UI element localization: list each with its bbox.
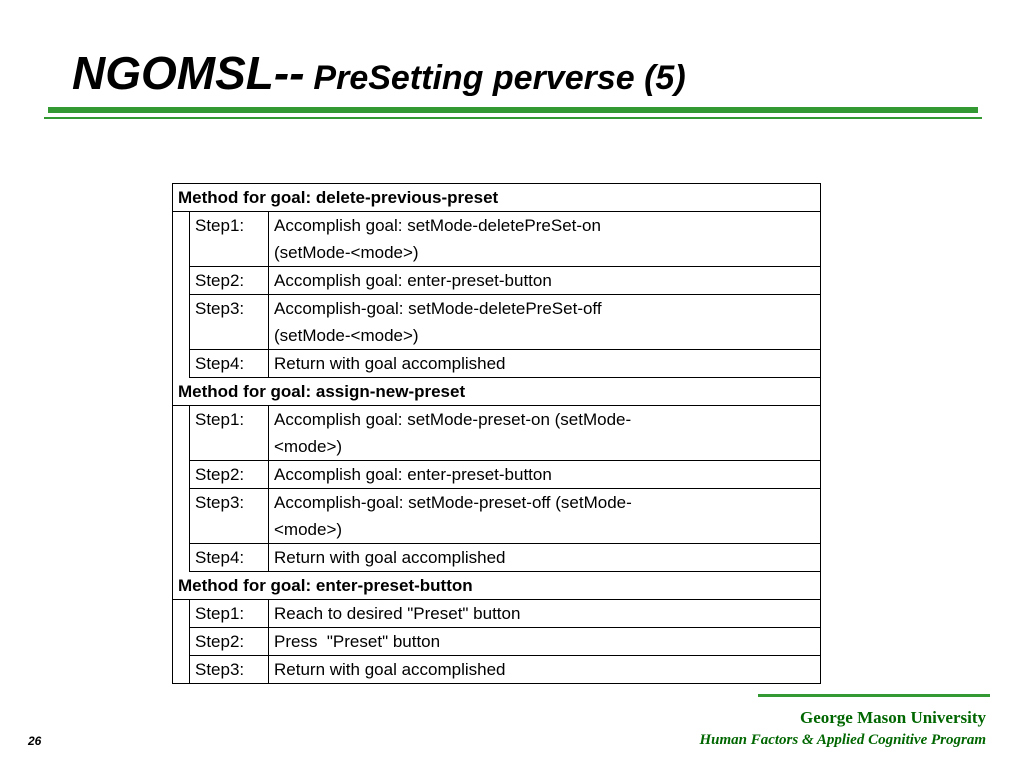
title-subtitle: PreSetting perverse (5) [313, 59, 686, 97]
title-main: NGOMSL-- [72, 47, 305, 99]
footer-rule [758, 694, 990, 697]
step-row [173, 212, 821, 267]
step-row [173, 350, 821, 378]
step-row [173, 461, 821, 489]
method-header-row [173, 184, 821, 212]
step-row [173, 295, 821, 350]
step-text [269, 295, 821, 350]
step-row [173, 489, 821, 544]
step-text-line: Reach to desired "Preset" button [274, 604, 521, 623]
step-text-line: Accomplish goal: setMode-deletePreSet-on [274, 216, 601, 235]
slide-title [72, 47, 686, 99]
step-text-line: (setMode-<mode>) [274, 326, 419, 345]
step-row [173, 406, 821, 461]
step-text-line: Accomplish goal: enter-preset-button [274, 465, 552, 484]
step-text-line: Accomplish-goal: setMode-deletePreSet-off [274, 299, 602, 318]
method-header: Method for goal: enter-preset-button [173, 572, 821, 600]
step-text [269, 656, 821, 684]
method-header: Method for goal: delete-previous-preset [173, 184, 821, 212]
step-label: Step3: [190, 295, 269, 350]
step-text-line: Press "Preset" button [274, 632, 441, 651]
step-text-line: (setMode-<mode>) [274, 243, 419, 262]
method-header-row [173, 572, 821, 600]
step-text-line: Return with goal accomplished [274, 548, 506, 567]
step-label: Step2: [190, 267, 269, 295]
step-text [269, 267, 821, 295]
step-text [269, 406, 821, 461]
step-text [269, 600, 821, 628]
step-label: Step1: [190, 600, 269, 628]
step-row [173, 544, 821, 572]
step-text [269, 489, 821, 544]
step-label: Step3: [190, 489, 269, 544]
step-text-line: <mode>) [274, 437, 343, 456]
footer-program: Human Factors & Applied Cognitive Program [699, 732, 986, 748]
footer-university: George Mason University [799, 708, 986, 727]
step-row [173, 600, 821, 628]
step-text [269, 461, 821, 489]
step-label: Step2: [190, 628, 269, 656]
title-rule-thin [44, 117, 982, 119]
step-text-line: Return with goal accomplished [274, 354, 506, 373]
step-row [173, 267, 821, 295]
step-label: Step4: [190, 544, 269, 572]
method-header: Method for goal: assign-new-preset [173, 378, 821, 406]
step-text [269, 350, 821, 378]
step-text-line: Return with goal accomplished [274, 660, 506, 679]
step-text [269, 212, 821, 267]
step-row [173, 656, 821, 684]
title-rule-thick [48, 107, 978, 113]
step-text [269, 544, 821, 572]
page-number: 26 [28, 734, 42, 748]
method-table [172, 183, 821, 684]
step-text-line: Accomplish-goal: setMode-preset-off (setMode- [274, 493, 632, 512]
step-label: Step4: [190, 350, 269, 378]
step-label: Step2: [190, 461, 269, 489]
step-text-line: <mode>) [274, 520, 343, 539]
method-header-row [173, 378, 821, 406]
step-label: Step3: [190, 656, 269, 684]
step-text [269, 628, 821, 656]
step-row [173, 628, 821, 656]
step-label: Step1: [190, 406, 269, 461]
step-text-line: Accomplish goal: enter-preset-button [274, 271, 552, 290]
step-text-line: Accomplish goal: setMode-preset-on (setMode- [274, 410, 632, 429]
step-label: Step1: [190, 212, 269, 267]
